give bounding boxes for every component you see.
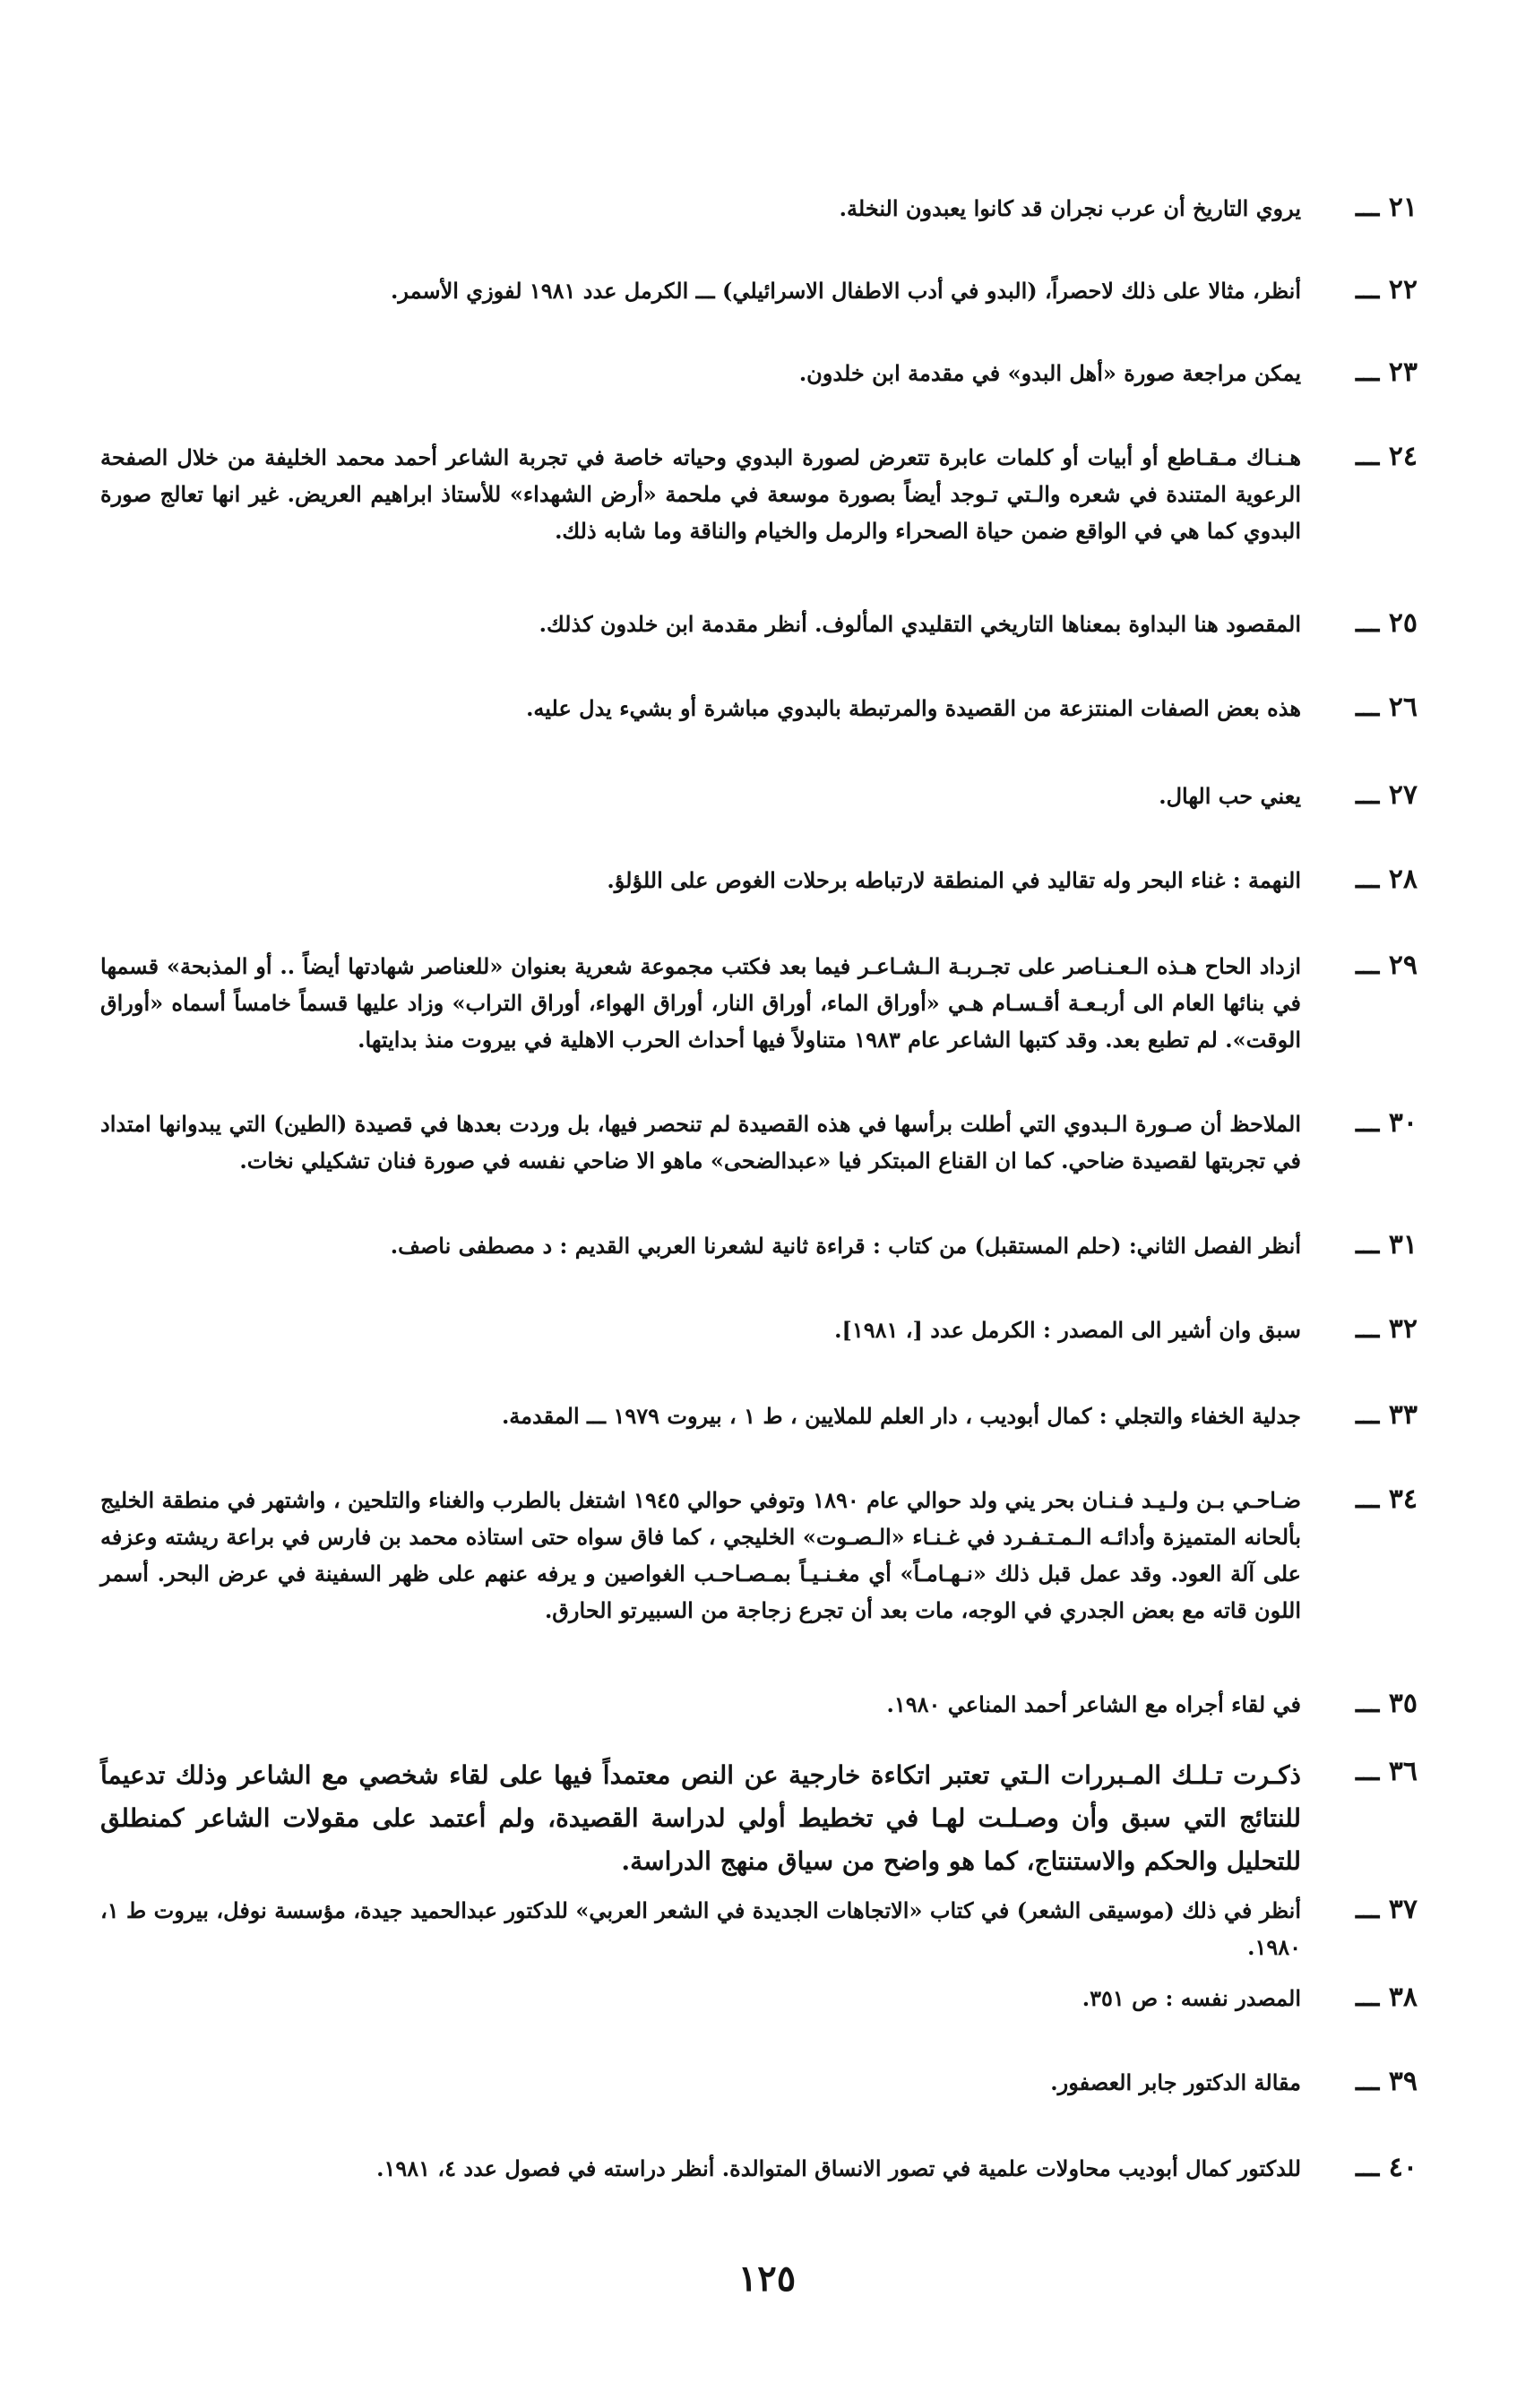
footnote-21 [100, 190, 1418, 227]
footnote-22 [100, 272, 1418, 309]
footnote-number: ٢٧ ـــ [1355, 779, 1418, 811]
footnote-38 [100, 1980, 1418, 2017]
footnote-number: ٣٣ ـــ [1355, 1399, 1418, 1431]
footnote-number: ٣٤ ـــ [1355, 1484, 1418, 1515]
footnote-number: ٢٨ ـــ [1355, 864, 1418, 895]
footnote-number: ٣٩ ـــ [1355, 2066, 1418, 2097]
footnote-number: ٢٣ ـــ [1355, 357, 1418, 388]
footnote-text: أنظر في ذلك (موسيقى الشعر) في كتاب «الاتجاهات الجديدة في الشعر العربي» للدكتور عبدالحميد جيدة، مؤسسة نوفل، بيروت ط ١، ١٩٨٠. [100, 1897, 1301, 1960]
footnote-29 [100, 948, 1418, 1058]
footnote-text: النهمة : غناء البحر وله تقاليد في المنطقة لارتباطه برحلات الغوص على اللؤلؤ. [607, 867, 1301, 893]
footnote-32 [100, 1312, 1418, 1348]
footnote-30 [100, 1105, 1418, 1179]
footnote-text: أنظر، مثالا على ذلك لاحصراً، (البدو في أدب الاطفال الاسرائيلي) ـــ الكرمل عدد ١٩٨١ لفوزي الأسمر. [390, 278, 1301, 304]
footnote-34 [100, 1482, 1418, 1629]
footnote-text: المقصود هنا البداوة بمعناها التاريخي التقليدي المألوف. أنظر مقدمة ابن خلدون كذلك. [539, 611, 1301, 637]
footnote-text: أنظر الفصل الثاني: (حلم المستقبل) من كتاب : قراءة ثانية لشعرنا العربي القديم : د مصطفى ناصف. [390, 1233, 1301, 1259]
footnote-number: ٣٢ ـــ [1355, 1313, 1418, 1345]
footnote-28 [100, 862, 1418, 899]
footnote-25 [100, 606, 1418, 642]
footnote-35 [100, 1686, 1418, 1723]
footnote-40 [100, 2150, 1418, 2187]
footnote-text: ذكـرت تـلـك المـبررات الـتي تعتبر اتكاءة خارجية عن النص معتمداً فيها على لقاء شخصي مع الشاعر وذلك تدعيماً للنتائج التي سبق وأن وصـلـت لهـا في تخطيط أولي لدراسة القصيدة، ولم أعتمد على مقولات الشاعر كمنطلق للتحليل والحكم والاستنتاج، كما هو واضح من سياق منهج الدراسة. [100, 1760, 1301, 1876]
footnote-number: ٣٧ ـــ [1355, 1894, 1418, 1925]
footnote-text: مقالة الدكتور جابر العصفور. [1050, 2069, 1301, 2095]
footnote-24 [100, 439, 1418, 549]
footnote-text: يروي التاريخ أن عرب نجران قد كانوا يعبدون النخلة. [839, 195, 1301, 221]
footnote-number: ٢١ ـــ [1355, 192, 1418, 223]
footnote-text: هذه بعض الصفات المنتزعة من القصيدة والمرتبطة بالبدوي مباشرة أو بشيء يدل عليه. [526, 695, 1301, 721]
footnote-text: يمكن مراجعة صورة «أهل البدو» في مقدمة ابن خلدون. [798, 360, 1301, 386]
footnote-number: ٣١ ـــ [1355, 1229, 1418, 1260]
footnote-31 [100, 1227, 1418, 1264]
footnote-36 [100, 1754, 1418, 1883]
footnote-number: ٣٨ ـــ [1355, 1982, 1418, 2013]
footnote-text: ضـاحـي بـن ولـيـد فـنـان بحر يني ولد حوالي عام ١٨٩٠ وتوفي حوالي ١٩٤٥ اشتغل بالطرب والغناء والتلحين ، واشتهر في منطقة الخليج بألحانه المتميزة وأدائـه الـمـتـفـرد في غـنـاء «الـصـوت» الخليجي ، كما فاق سواه حتى استاذه محمد بن فارس في براعة ريشته وعزفه على آلة العود. وقد عمل قبل ذلك «نـهـامـاً» أي مغـنـيـاً بمـصـاحـب الغواصين و يرفه عنهم على ظهر السفينة في عرض البحر. أسمر اللون قاته مع بعض الجدري في الوجه، مات بعد أن تجرع زجاجة من السبيرتو الحارق. [100, 1487, 1302, 1623]
footnote-number: ٣٥ ـــ [1355, 1688, 1418, 1719]
footnote-number: ٢٥ ـــ [1355, 607, 1418, 639]
footnote-text: يعني حب الهال. [1159, 783, 1301, 809]
footnote-number: ٣٦ ـــ [1355, 1756, 1418, 1787]
footnote-text: الملاحظ أن صـورة الـبدوي التي أطلت برأسها في هذه القصيدة لم تنحصر فيها، بل وردت بعدها في قصيدة (الطين) التي يبدوانها امتداد في تجربتها لقصيدة ضاحي. كما ان القناع المبتكر فيا «عبدالضحى» ماهو الا ضاحي نفسه في صورة فنان تشكيلي نخات. [100, 1111, 1301, 1174]
footnote-text: في لقاء أجراه مع الشاعر أحمد المناعي ١٩٨٠. [886, 1691, 1301, 1717]
footnote-33 [100, 1398, 1418, 1434]
footnote-37 [100, 1892, 1418, 1965]
footnote-23 [100, 355, 1418, 391]
footnote-text: ازداد الحاح هـذه الـعـنـاصر على تجـربـة الـشـاعـر فيما بعد فكتب مجموعة شعرية بعنوان «للعناصر شهادتها أيضاً .. أو المذبحة» قسمها في بنائها العام الى أربـعـة أقـسـام هـي «أوراق الماء، أوراق النار، أوراق الهواء، أوراق التراب» وزاد عليها قسماً خامساً أسماه «أوراق الوقت». لم تطبع بعد. وقد كتبها الشاعر عام ١٩٨٣ متناولاً فيها أحداث الحرب الاهلية في بيروت منذ بدايتها. [100, 953, 1301, 1053]
footnote-number: ٣٠ ـــ [1355, 1107, 1418, 1139]
footnote-number: ٢٤ ـــ [1355, 441, 1418, 472]
footnote-number: ٢٦ ـــ [1355, 692, 1418, 723]
footnote-27 [100, 778, 1418, 814]
footnote-text: جدلية الخفاء والتجلي : كمال أبوديب ، دار العلم للملايين ، ط ١ ، بيروت ١٩٧٩ ـــ المقدمة. [501, 1403, 1301, 1429]
footnote-text: سبق وان أشير الى المصدر : الكرمل عدد [، ١٩٨١]. [834, 1317, 1301, 1343]
footnote-text: للدكتور كمال أبوديب محاولات علمية في تصور الانساق المتوالدة. أنظر دراسته في فصول عدد ٤، ١٩٨١. [376, 2155, 1301, 2181]
footnote-26 [100, 690, 1418, 727]
footnote-number: ٤٠ ـــ [1355, 2152, 1418, 2183]
footnote-number: ٢٢ ـــ [1355, 274, 1418, 305]
footnote-text: هـنـاك مـقـاطع أو أبيات أو كلمات عابرة تتعرض لصورة البدوي وحياته خاصة في تجربة الشاعر أحمد محمد الخليفة من خلال الصفحة الرعوية المتندة في شعره والـتي تـوجد أيضاً بصورة موسعة في ملحمة «أرض الشهداء» للأستاذ ابراهيم العريض. غير انها تعالج صورة البدوي كما هي في الواقع ضمن حياة الصحراء والرمل والخيام والناقة وما شابه ذلك. [100, 444, 1301, 544]
footnote-39 [100, 2064, 1418, 2101]
footnote-number: ٢٩ ـــ [1355, 950, 1418, 981]
page-number: ١٢٥ [737, 2258, 797, 2300]
footnote-text: المصدر نفسه : ص ٣٥١. [1082, 1985, 1301, 2011]
